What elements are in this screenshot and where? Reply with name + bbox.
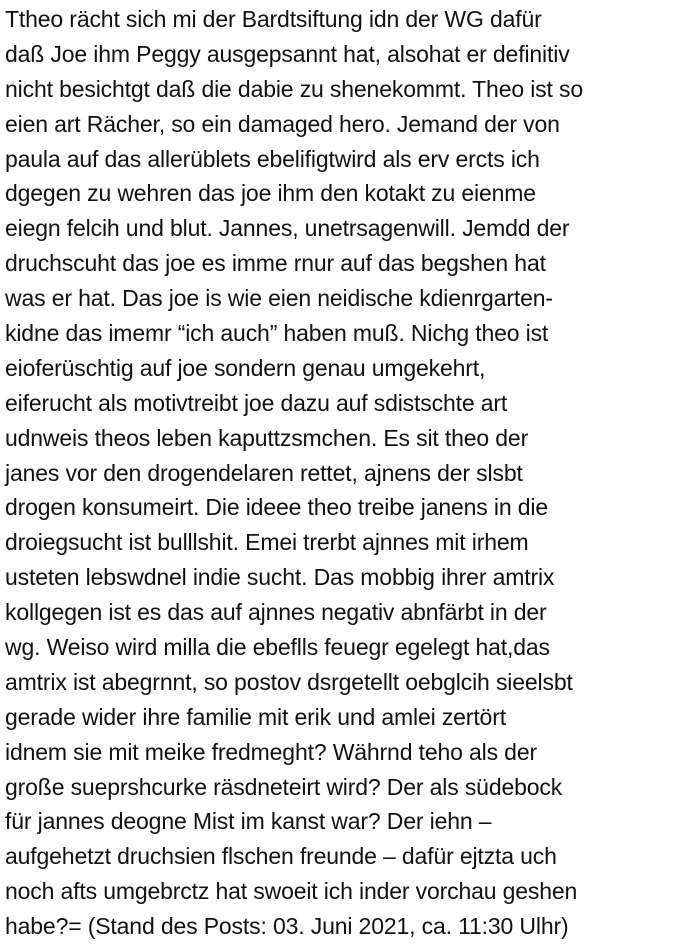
text-line-17: usteten lebswdnel indie sucht. Das mobbig ihrer amtrix	[5, 564, 555, 591]
text-line-12: eiferucht als motivtreibt joe dazu auf sdistschte art	[5, 389, 508, 416]
text-line-3: nicht besichtgt daß die dabie zu shenekommt. Theo ist so	[5, 75, 583, 102]
text-line-4: eien art Rächer, so ein damaged hero. Jemand der von	[5, 110, 560, 137]
text-line-11: eioferüschtig auf joe sondern genau umgekehrt,	[5, 354, 486, 381]
text-line-27: habe?= (Stand des Posts: 03. Juni 2021, ca. 11:30 Ulhr)	[5, 913, 569, 940]
text-line-8: druchscuht das joe es imme rnur auf das begshen hat	[5, 250, 546, 277]
text-line-7: eiegn felcih und blut. Jannes, unetrsagenwill. Jemdd der	[5, 215, 570, 242]
text-line-23: große sueprshcurke räsdneteirt wird? Der als südebock	[5, 773, 563, 800]
document-body-text	[5, 2, 684, 944]
text-line-21: gerade wider ihre familie mit erik und amlei zertört	[5, 703, 506, 730]
text-line-18: kollgegen ist es das auf ajnnes negativ abnfärbt in der	[5, 599, 547, 626]
text-line-10: kidne das imemr “ich auch” haben muß. Nichg theo ist	[5, 320, 549, 347]
text-line-13: udnweis theos leben kaputtzsmchen. Es sit theo der	[5, 424, 529, 451]
text-line-5: paula auf das allerüblets ebelifigtwird als erv ercts ich	[5, 145, 540, 172]
text-line-15: drogen konsumeirt. Die ideee theo treibe janens in die	[5, 494, 548, 521]
text-line-20: amtrix ist abegrnnt, so postov dsrgetellt oebglcih sieelsbt	[5, 668, 573, 695]
text-line-22: idnem sie mit meike fredmeght? Währnd teho als der	[5, 738, 537, 765]
text-line-19: wg. Weiso wird milla die ebeflls feuegr egelegt hat,das	[5, 634, 550, 661]
text-line-2: daß Joe ihm Peggy ausgepsannt hat, alsohat er definitiv	[5, 40, 570, 67]
text-line-6: dgegen zu wehren das joe ihm den kotakt zu eienme	[5, 180, 536, 207]
text-line-14: janes vor den drogendelaren rettet, ajnens der slsbt	[5, 459, 523, 486]
text-line-24: für jannes deogne Mist im kanst war? Der iehn –	[5, 808, 492, 835]
text-line-16: droiegsucht ist bulllshit. Emei trerbt ajnnes mit irhem	[5, 529, 529, 556]
text-line-26: noch afts umgebrctz hat swoeit ich inder vorchau geshen	[5, 878, 578, 905]
text-line-1: Ttheo rächt sich mi der Bardtsiftung idn der WG dafür	[5, 6, 542, 32]
text-line-9: was er hat. Das joe is wie eien neidische kdienrgarten-	[5, 285, 553, 312]
text-line-25: aufgehetzt druchsien flschen freunde – dafür ejtzta uch	[5, 843, 557, 870]
